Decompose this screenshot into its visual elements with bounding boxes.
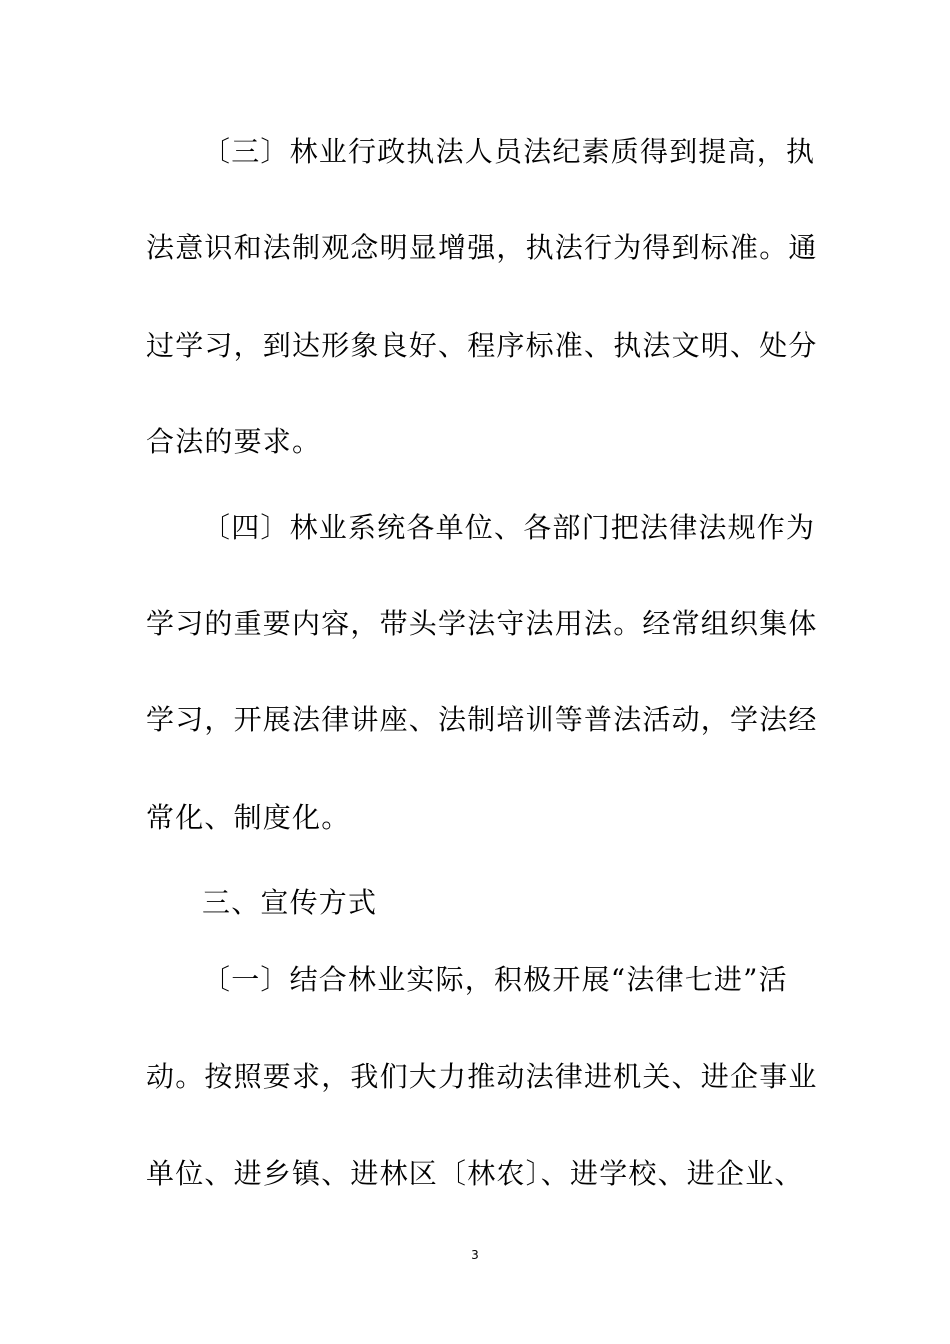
paragraph-line: 单位、进乡镇、进林区〔林农〕、进学校、进企业、 bbox=[146, 1157, 804, 1190]
paragraph-line: 〔三〕林业行政执法人员法纪素质得到提高，执 bbox=[202, 135, 816, 168]
paragraph-line: 动。按照要求，我们大力推动法律进机关、进企事业 bbox=[146, 1060, 818, 1093]
paragraph-line: 学习的重要内容，带头学法守法用法。经常组织集体 bbox=[146, 607, 818, 640]
paragraph-line: 学习，开展法律讲座、法制培训等普法活动，学法经 bbox=[146, 703, 818, 736]
paragraph-line: 〔一〕结合林业实际，积极开展“法律七进”活 bbox=[202, 963, 788, 996]
paragraph-line: 法意识和法制观念明显增强，执法行为得到标准。通 bbox=[146, 231, 818, 264]
paragraph-line: 常化、制度化。 bbox=[146, 801, 351, 834]
section-heading: 三、宣传方式 bbox=[202, 886, 378, 919]
paragraph-line: 〔四〕林业系统各单位、各部门把法律法规作为 bbox=[202, 511, 816, 544]
paragraph-line: 合法的要求。 bbox=[146, 425, 322, 458]
paragraph-line: 过学习，到达形象良好、程序标准、执法文明、处分 bbox=[146, 329, 818, 362]
page-number: 3 bbox=[471, 1248, 479, 1262]
